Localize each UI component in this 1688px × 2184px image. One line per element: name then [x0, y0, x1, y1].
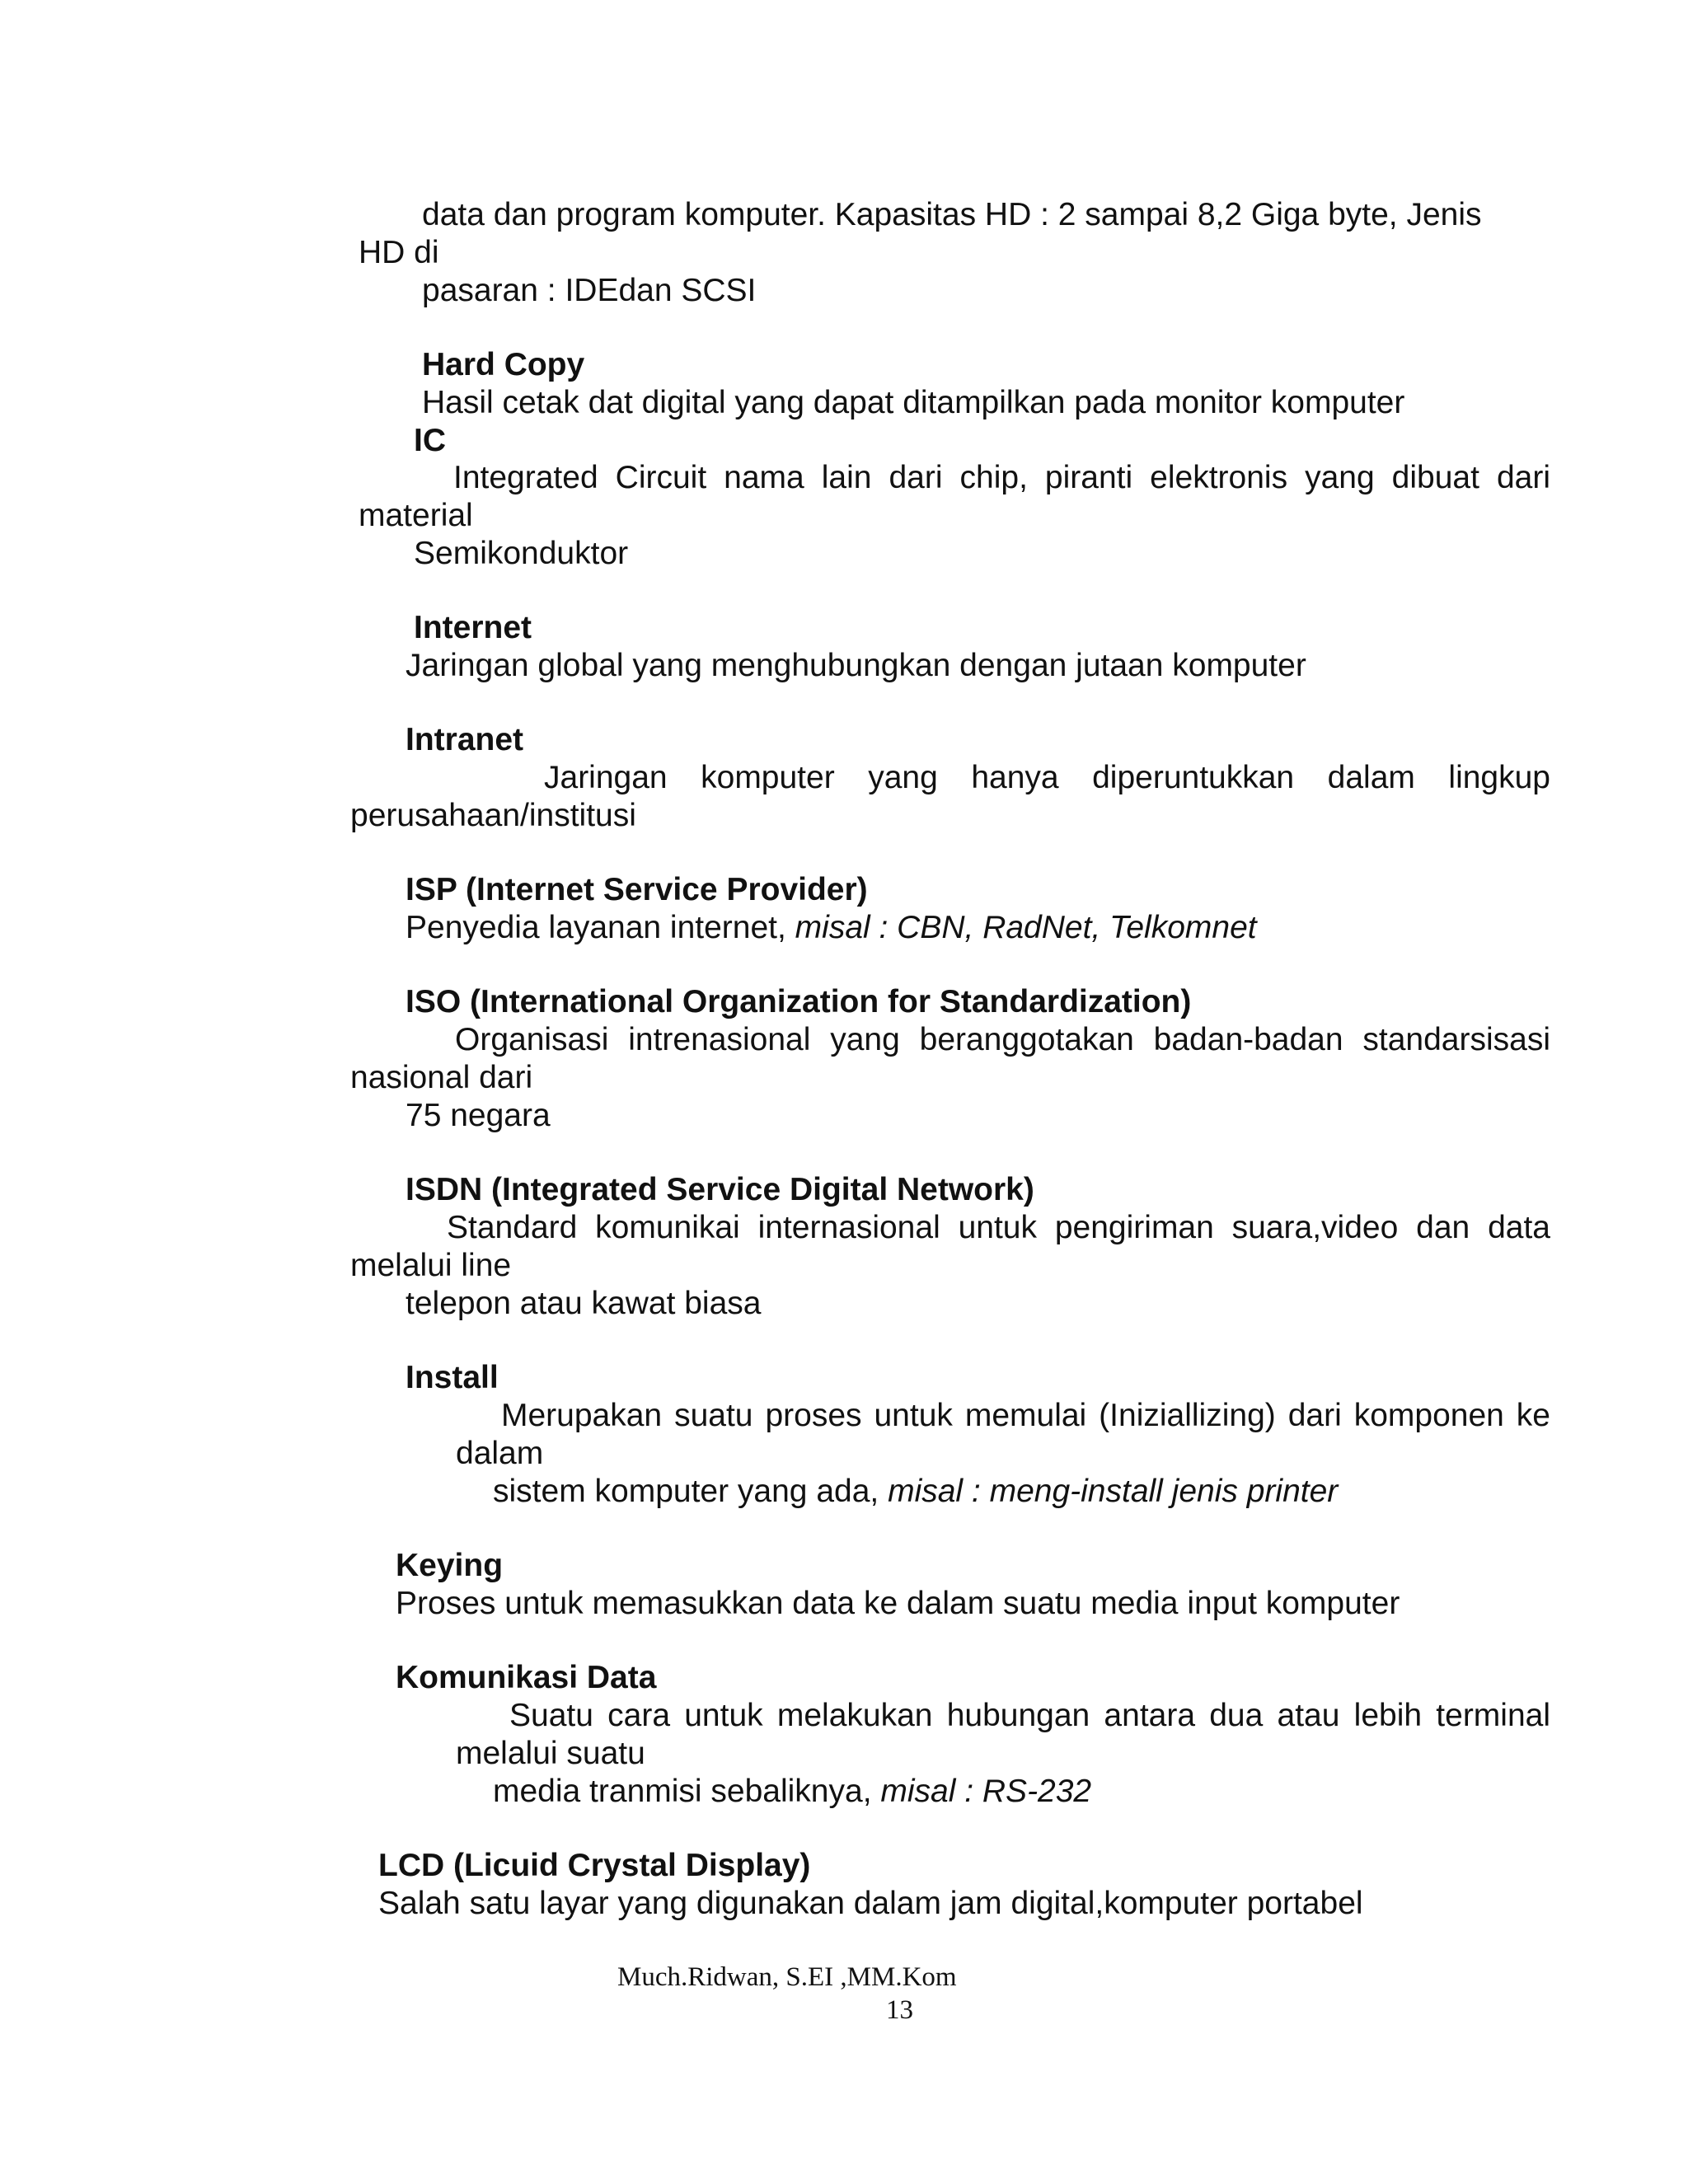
term-hard-copy: Hard Copy: [422, 347, 585, 382]
hard-copy-definition: Hasil cetak dat digital yang dapat ditampilkan pada monitor komputer: [422, 385, 1405, 420]
term-keying: Keying: [396, 1548, 504, 1583]
iso-definition-line-2: nasional dari: [350, 1060, 533, 1095]
install-definition-line-2: dalam: [456, 1436, 544, 1471]
term-internet: Internet: [414, 610, 532, 645]
isdn-definition-line-3: telepon atau kawat biasa: [406, 1286, 762, 1321]
term-install: Install: [406, 1360, 499, 1395]
intranet-definition-line-1: Jaringan komputer yang hanya diperuntukkan dalam lingkup: [544, 760, 1550, 795]
hd-line-3: pasaran : IDEdan SCSI: [422, 273, 757, 308]
install-definition-line-3: [493, 1473, 1338, 1511]
term-komunikasi-data: Komunikasi Data: [396, 1660, 657, 1695]
komunikasi-data-definition-line-2: melalui suatu: [456, 1736, 645, 1771]
komunikasi-data-definition-line-1: Suatu cara untuk melakukan hubungan antara dua atau lebih terminal: [509, 1698, 1550, 1733]
iso-definition-line-3: 75 negara: [406, 1098, 551, 1133]
isp-definition: [406, 909, 1257, 947]
install-definition-line-1: Merupakan suatu proses untuk memulai (Iniziallizing) dari komponen ke: [501, 1398, 1550, 1433]
term-lcd: LCD (Licuid Crystal Display): [378, 1848, 811, 1883]
term-isp: ISP (Internet Service Provider): [406, 872, 868, 907]
isp-examples: misal : CBN, RadNet, Telkomnet: [795, 910, 1257, 945]
lcd-definition: Salah satu layar yang digunakan dalam jam digital,komputer portabel: [378, 1886, 1363, 1921]
install-example: misal : meng-install jenis printer: [888, 1474, 1339, 1509]
install-definition-text: sistem komputer yang ada,: [493, 1474, 889, 1509]
ic-definition-line-3: Semikonduktor: [414, 536, 629, 571]
komunikasi-data-definition-line-3: [493, 1773, 1091, 1811]
hd-line-1: data dan program komputer. Kapasitas HD : 2 sampai 8,2 Giga byte, Jenis: [422, 197, 1482, 232]
term-iso: ISO (International Organization for Standardization): [406, 984, 1192, 1019]
komunikasi-data-definition-text: media tranmisi sebaliknya,: [493, 1774, 881, 1809]
isp-definition-text: Penyedia layanan internet,: [406, 910, 795, 945]
keying-definition: Proses untuk memasukkan data ke dalam suatu media input komputer: [396, 1586, 1400, 1621]
ic-definition-line-2: material: [359, 498, 473, 533]
iso-definition-line-1: Organisasi intrenasional yang beranggotakan badan-badan standarsisasi: [455, 1022, 1550, 1057]
term-isdn: ISDN (Integrated Service Digital Network): [406, 1172, 1034, 1207]
ic-definition-line-1: Integrated Circuit nama lain dari chip, piranti elektronis yang dibuat dari: [453, 460, 1550, 495]
internet-definition: Jaringan global yang menghubungkan dengan jutaan komputer: [406, 648, 1306, 683]
term-ic: IC: [414, 423, 446, 458]
intranet-definition-line-2: perusahaan/institusi: [350, 798, 636, 833]
hd-line-2: HD di: [359, 235, 439, 270]
komunikasi-data-example: misal : RS-232: [880, 1774, 1092, 1809]
page-number: 13: [886, 1995, 913, 2025]
term-intranet: Intranet: [406, 722, 524, 757]
footer-author: Much.Ridwan, S.EI ,MM.Kom: [617, 1962, 957, 1992]
isdn-definition-line-2: melalui line: [350, 1248, 512, 1283]
isdn-definition-line-1: Standard komunikai internasional untuk pengiriman suara,video dan data: [447, 1210, 1550, 1245]
